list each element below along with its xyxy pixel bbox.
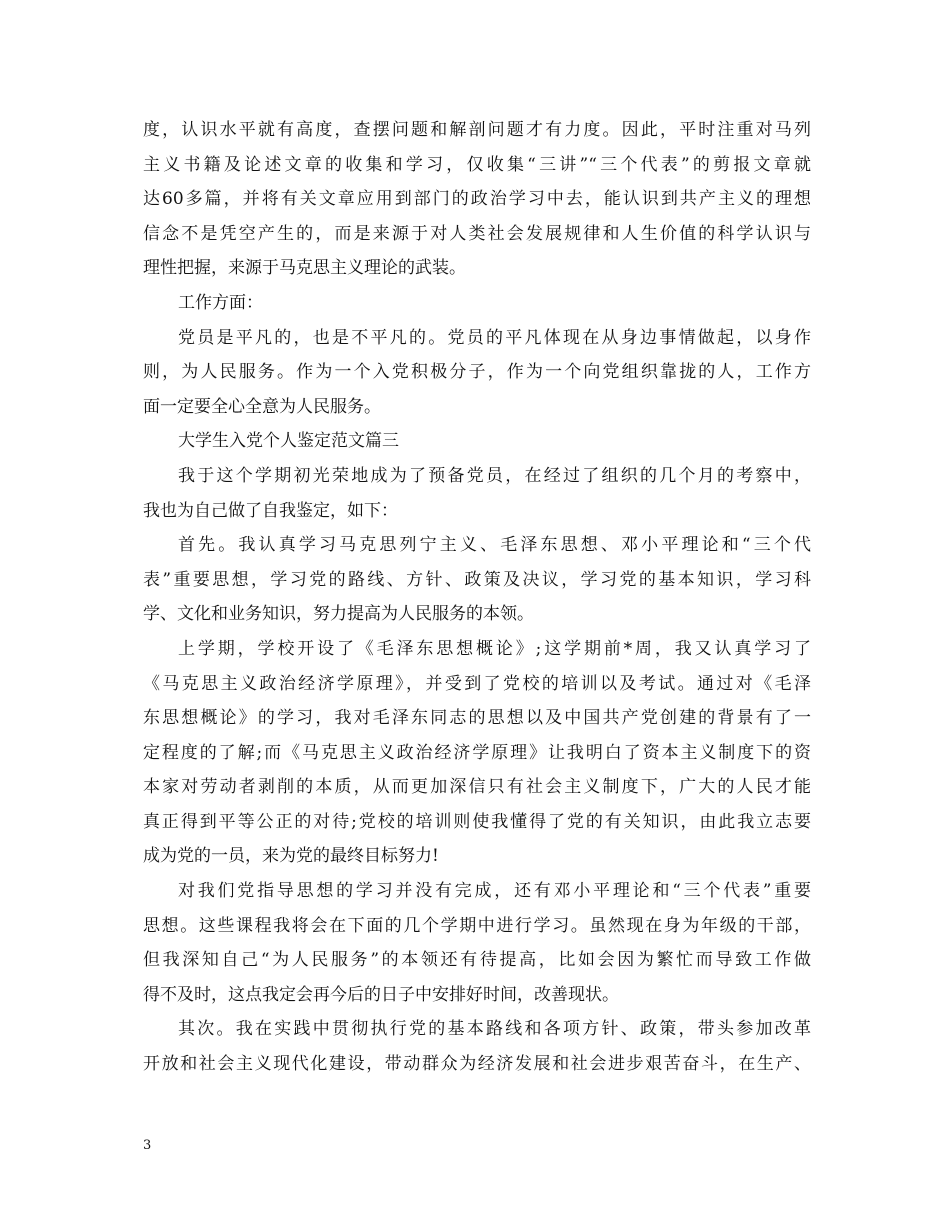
text-line: 上学期，学校开设了《毛泽东思想概论》;这学期前*周，我又认真学习了 — [178, 638, 811, 659]
text-line: 思想。这些课程我将会在下面的几个学期中进行学习。虽然现在身为年级的干部， — [143, 915, 811, 936]
text-line: 东思想概论》的学习，我对毛泽东同志的思想以及中国共产党创建的背景有了一 — [143, 708, 811, 729]
text-line: 理性把握，来源于马克思主义理论的武装。 — [143, 258, 466, 279]
text-line: 党员是平凡的，也是不平凡的。党员的平凡体现在从身边事情做起，以身作 — [178, 327, 811, 348]
text-line: 信念不是凭空产生的，而是来源于对人类社会发展规律和人生价值的科学认识与 — [143, 223, 811, 244]
text-line: 定程度的了解;而《马克思主义政治经济学原理》让我明白了资本主义制度下的资 — [143, 742, 811, 763]
text-line: 度，认识水平就有高度，查摆问题和解剖问题才有力度。因此，平时注重对马列 — [143, 120, 811, 140]
text-line: 达60多篇，并将有关文章应用到部门的政治学习中去，能认识到共产主义的理想 — [143, 189, 811, 210]
text-line: 但我深知自己“为人民服务”的本领还有待提高，比如会因为繁忙而导致工作做 — [143, 950, 811, 971]
text-line: 对我们党指导思想的学习并没有完成，还有邓小平理论和“三个代表”重要 — [178, 881, 811, 902]
text-line: 首先。我认真学习马克思列宁主义、毛泽东思想、邓小平理论和“三个代 — [178, 535, 811, 556]
text-line: 则，为人民服务。作为一个入党积极分子，作为一个向党组织靠拢的人，工作方 — [143, 362, 811, 383]
body-text — [143, 113, 811, 1082]
text-line: 真正得到平等公正的对待;党校的培训则使我懂得了党的有关知识，由此我立志要 — [143, 811, 811, 832]
text-line: 本家对劳动者剥削的本质，从而更加深信只有社会主义制度下，广大的人民才能 — [143, 777, 811, 798]
text-line: 《马克思主义政治经济学原理》，并受到了党校的培训以及考试。通过对《毛泽 — [143, 673, 811, 694]
text-line: 主义书籍及论述文章的收集和学习，仅收集“三讲”“三个代表”的剪报文章就 — [143, 154, 811, 175]
text-line: 面一定要全心全意为人民服务。 — [143, 396, 381, 417]
text-line: 得不及时，这点我定会再今后的日子中安排好时间，改善现状。 — [143, 984, 619, 1005]
text-line: 工作方面： — [178, 292, 263, 313]
page-number: 3 — [143, 1138, 152, 1153]
text-line: 大学生入党个人鉴定范文篇三 — [178, 431, 399, 452]
text-line: 学、文化和业务知识，努力提高为人民服务的本领。 — [143, 604, 534, 625]
text-line: 其次。我在实践中贯彻执行党的基本路线和各项方针、政策，带头参加改革 — [178, 1019, 811, 1040]
text-line: 我也为自己做了自我鉴定，如下： — [143, 500, 398, 521]
text-line: 成为党的一员，来为党的最终目标努力! — [143, 846, 439, 867]
text-line: 我于这个学期初光荣地成为了预备党员，在经过了组织的几个月的考察中， — [178, 465, 811, 486]
text-line: 开放和社会主义现代化建设，带动群众为经济发展和社会进步艰苦奋斗，在生产、 — [143, 1054, 811, 1075]
text-line: 表”重要思想，学习党的路线、方针、政策及决议，学习党的基本知识，学习科 — [143, 569, 811, 590]
